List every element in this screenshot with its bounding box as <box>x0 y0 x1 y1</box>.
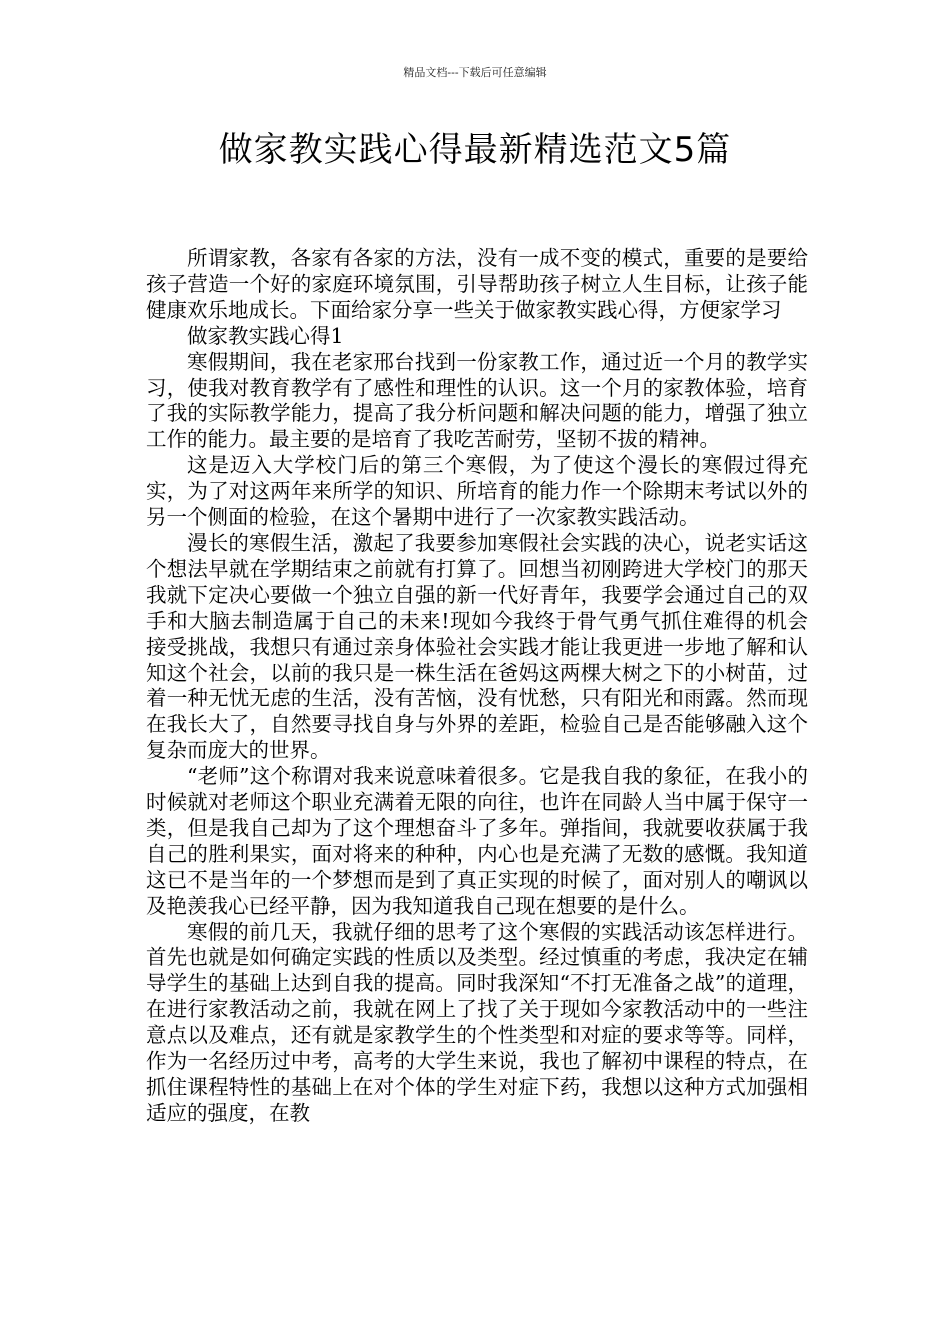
body-paragraph: 这是迈入大学校门后的第三个寒假，为了使这个漫长的寒假过得充实，为了对这两年来所学的知识、所培育的能力作一个除期末考试以外的另一个侧面的检验，在这个暑期中进行了一次家教实践活动。 <box>146 453 808 530</box>
body-paragraph: 漫长的寒假生活，激起了我要参加寒假社会实践的决心，说老实话这个想法早就在学期结束之前就有打算了。回想当初刚跨进大学校门的那天我就下定决心要做一个独立自强的新一代好青年，我要学会通过自己的双手和大脑去制造属于自己的未来!现如今我终于骨气勇气抓住难得的机会接受挑战，我想只有通过亲身体验社会实践才能让我更进一步地了解和认知这个社会，以前的我只是一株生活在爸妈这两棵大树之下的小树苗，过着一种无忧无虑的生活，没有苦恼，没有忧愁，只有阳光和雨露。然而现在我长大了，自然要寻找自身与外界的差距，检验自己是否能够融入这个复杂而庞大的世界。 <box>146 530 808 763</box>
body-paragraph: 寒假期间，我在老家邢台找到一份家教工作，通过近一个月的教学实习，使我对教育教学有了感性和理性的认识。这一个月的家教体验，培育了我的实际教学能力，提高了我分析问题和解决问题的能力，增强了独立工作的能力。最主要的是培育了我吃苦耐劳，坚韧不拔的精神。 <box>146 349 808 452</box>
body-paragraph: 寒假的前几天，我就仔细的思考了这个寒假的实践活动该怎样进行。首先也就是如何确定实践的性质以及类型。经过慎重的考虑，我决定在辅导学生的基础上达到自我的提高。同时我深知“不打无准备之战”的道理，在进行家教活动之前，我就在网上了找了关于现如今家教活动中的一些注意点以及难点，还有就是家教学生的个性类型和对症的要求等等。同样，作为一名经历过中考，高考的大学生来说，我也了解初中课程的特点，在抓住课程特性的基础上在对个体的学生对症下药，我想以这种方式加强相适应的强度，在教 <box>146 919 808 1125</box>
page-header-note: 精品文档---下载后可任意编辑 <box>403 66 547 79</box>
section-heading: 做家教实践心得1 <box>187 323 344 348</box>
document-body <box>146 246 808 1127</box>
body-paragraph: “老师”这个称谓对我来说意味着很多。它是我自我的象征，在我小的时候就对老师这个职业充满着无限的向往，也许在同龄人当中属于保守一类，但是我自己却为了这个理想奋斗了多年。弹指间，我就要收获属于我自己的胜利果实，面对将来的种种，内心也是充满了无数的感慨。我知道这已不是当年的一个梦想而是到了真正实现的时候了，面对别人的嘲讽以及艳羡我心已经平静，因为我知道我自己现在想要的是什么。 <box>146 764 808 918</box>
intro-paragraph: 所谓家教，各家有各家的方法，没有一成不变的模式，重要的是要给孩子营造一个好的家庭环境氛围，引导帮助孩子树立人生目标，让孩子能健康欢乐地成长。下面给家分享一些关于做家教实践心得，方便家学习 <box>146 246 808 322</box>
document-title: 做家教实践心得最新精选范文5篇 <box>218 130 732 170</box>
